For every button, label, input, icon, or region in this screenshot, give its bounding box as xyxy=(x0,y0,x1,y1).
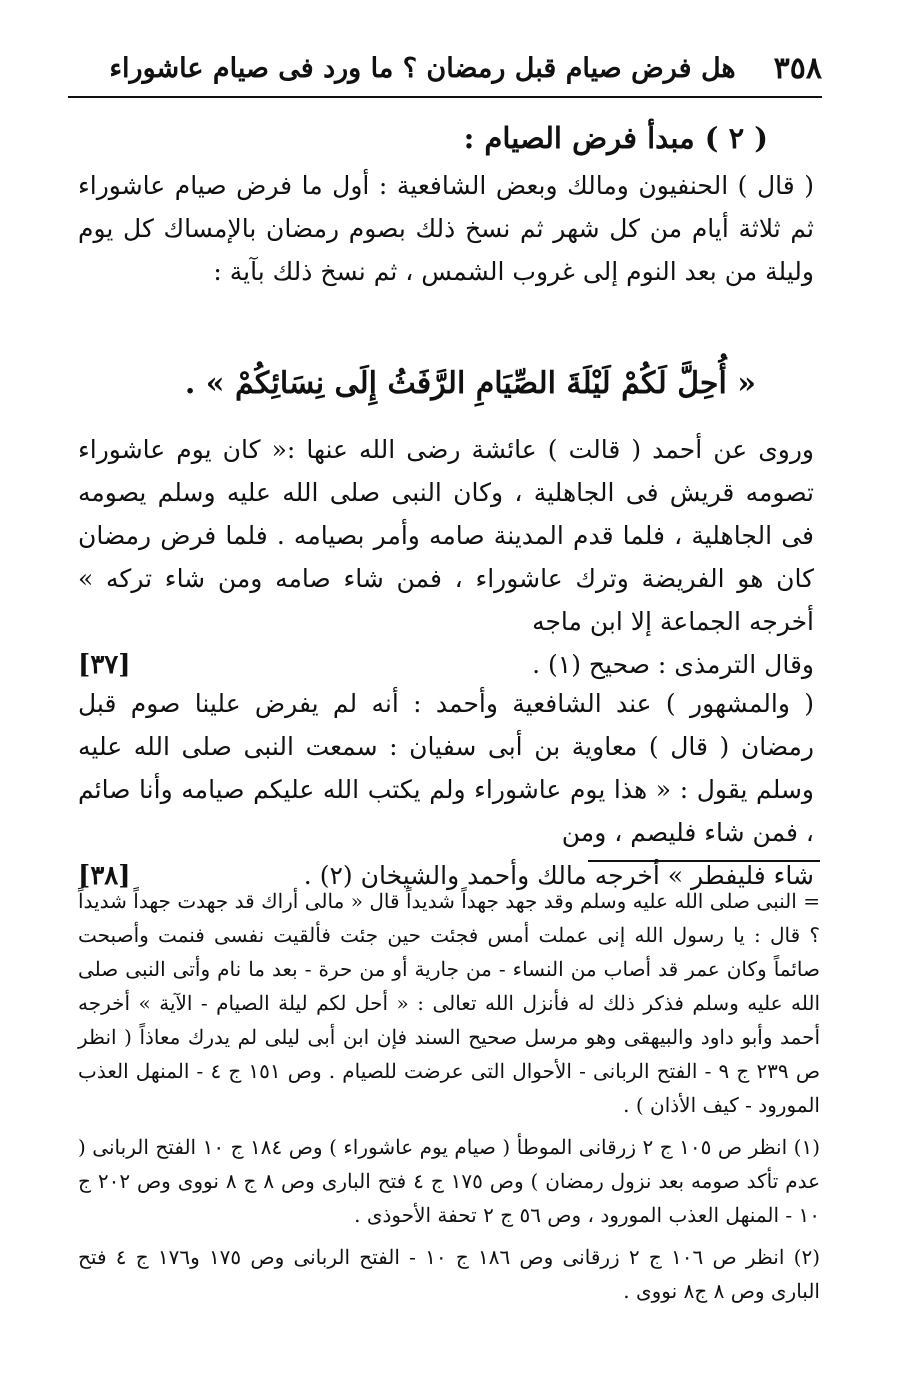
page-header xyxy=(68,44,822,92)
quran-verse: « أُحِلَّ لَكُمْ لَيْلَةَ الصِّيَامِ الرَّفَثُ إِلَى نِسَائِكُمْ » . xyxy=(184,366,756,401)
hadith-text: ( والمشهور ) عند الشافعية وأحمد : أنه لم يفرض علينا صوم قبل رمضان ( قال ) معاوية بن أبى سفيان : سمعت النبى صلى الله عليه وسلم يقول : « هذا يوم عاشوراء ولم يكتب الله عليكم صيامه وأنا صائم ، فمن شاء فليصم ، ومن xyxy=(78,689,814,847)
running-title: هل فرض صيام قبل رمضان ؟ ما ورد فى صيام عاشوراء xyxy=(109,52,736,84)
hadith-closing-text: وقال الترمذى : صحيح (١) . xyxy=(532,650,814,679)
footnote-1: (١) انظر ص ١٠٥ ج ٢ زرقانى الموطأ ( صيام يوم عاشوراء ) وص ١٨٤ ج ١٠ الفتح الربانى ( عدم تأكد صومه بعد نزول رمضان ) وص ١٧٥ ج ٤ فتح البارى وص ٨ ج ٨ نووى وص ٢٠٢ ج ١٠ - المنهل العذب المورود ، وص ٥٦ ج ٢ تحفة الأحوذى . xyxy=(78,1135,821,1227)
footnote-continuation: = النبى صلى الله عليه وسلم وقد جهد جهداً شديداً قال « مالى أراك قد جهدت جهداً شديداً ؟ قال : يا رسول الله إنى عملت أمس فجئت حين جئت فألقيت نفسى فنمت وأصبحت صائماً وكان عمر قد أصاب من النساء - من جارية أو من حرة - بعد ما نام وأتى النبى صلى الله عليه وسلم فذكر ذلك له فأنزل الله تعالى : « أحل لكم ليلة الصيام - الآية » أخرجه أحمد وأبو داود والبيهقى وهو مرسل صحيح السند فإن ابن أبى ليلى لم يدرك معاذاً ( انظر ص ٢٣٩ ج ٩ - الفتح الربانى - الأحوال التى عرضت للصيام . وص ١٥١ ج ٤ - المنهل العذب المورود - كيف الأذان ) . xyxy=(78,889,820,1117)
header-rule xyxy=(68,96,822,98)
paragraph-muawiya-hadith xyxy=(78,682,814,891)
page-number: ٣٥٨ xyxy=(773,50,822,86)
main-text xyxy=(78,112,814,891)
hadith-closing-text: شاء فليفطر » أخرجه مالك وأحمد والشيخان (٢) . xyxy=(303,861,814,890)
hadith-number: [٣٨] xyxy=(78,861,131,891)
footnote-2: (٢) انظر ص ١٠٦ ج ٢ زرقانى وص ١٨٦ ج ١٠ - الفتح الربانى وص ١٧٥ و١٧٦ ج ٤ فتح البارى وص ٨ ج٨ نووى . xyxy=(78,1245,821,1303)
paragraph-hanafi-view: ( قال ) الحنفيون ومالك وبعض الشافعية : أول ما فرض صيام عاشوراء ثم ثلاثة أيام من كل شهر ثم نسخ ذلك بصوم رمضان بالإمساك كل يوم وليلة من بعد النوم إلى غروب الشمس ، ثم نسخ ذلك بآية : xyxy=(78,171,814,286)
footnotes xyxy=(78,884,820,1316)
section-heading: ( ٢ ) مبدأ فرض الصيام : xyxy=(463,121,768,155)
footnote-rule xyxy=(588,860,820,862)
hadith-number: [٣٧] xyxy=(78,650,131,680)
paragraph-aisha-hadith xyxy=(78,424,814,680)
hadith-text: وروى عن أحمد ( قالت ) عائشة رضى الله عنها :« كان يوم عاشوراء تصومه قريش فى الجاهلية ، وكان النبى صلى الله عليه وسلم يصومه فى الجاهلية ، فلما قدم المدينة صامه وأمر بصيامه . فلما فرض رمضان كان هو الفريضة وترك عاشوراء ، فمن شاء صامه ومن شاء تركه » أخرجه الجماعة إلا ابن ماجه xyxy=(78,435,814,636)
